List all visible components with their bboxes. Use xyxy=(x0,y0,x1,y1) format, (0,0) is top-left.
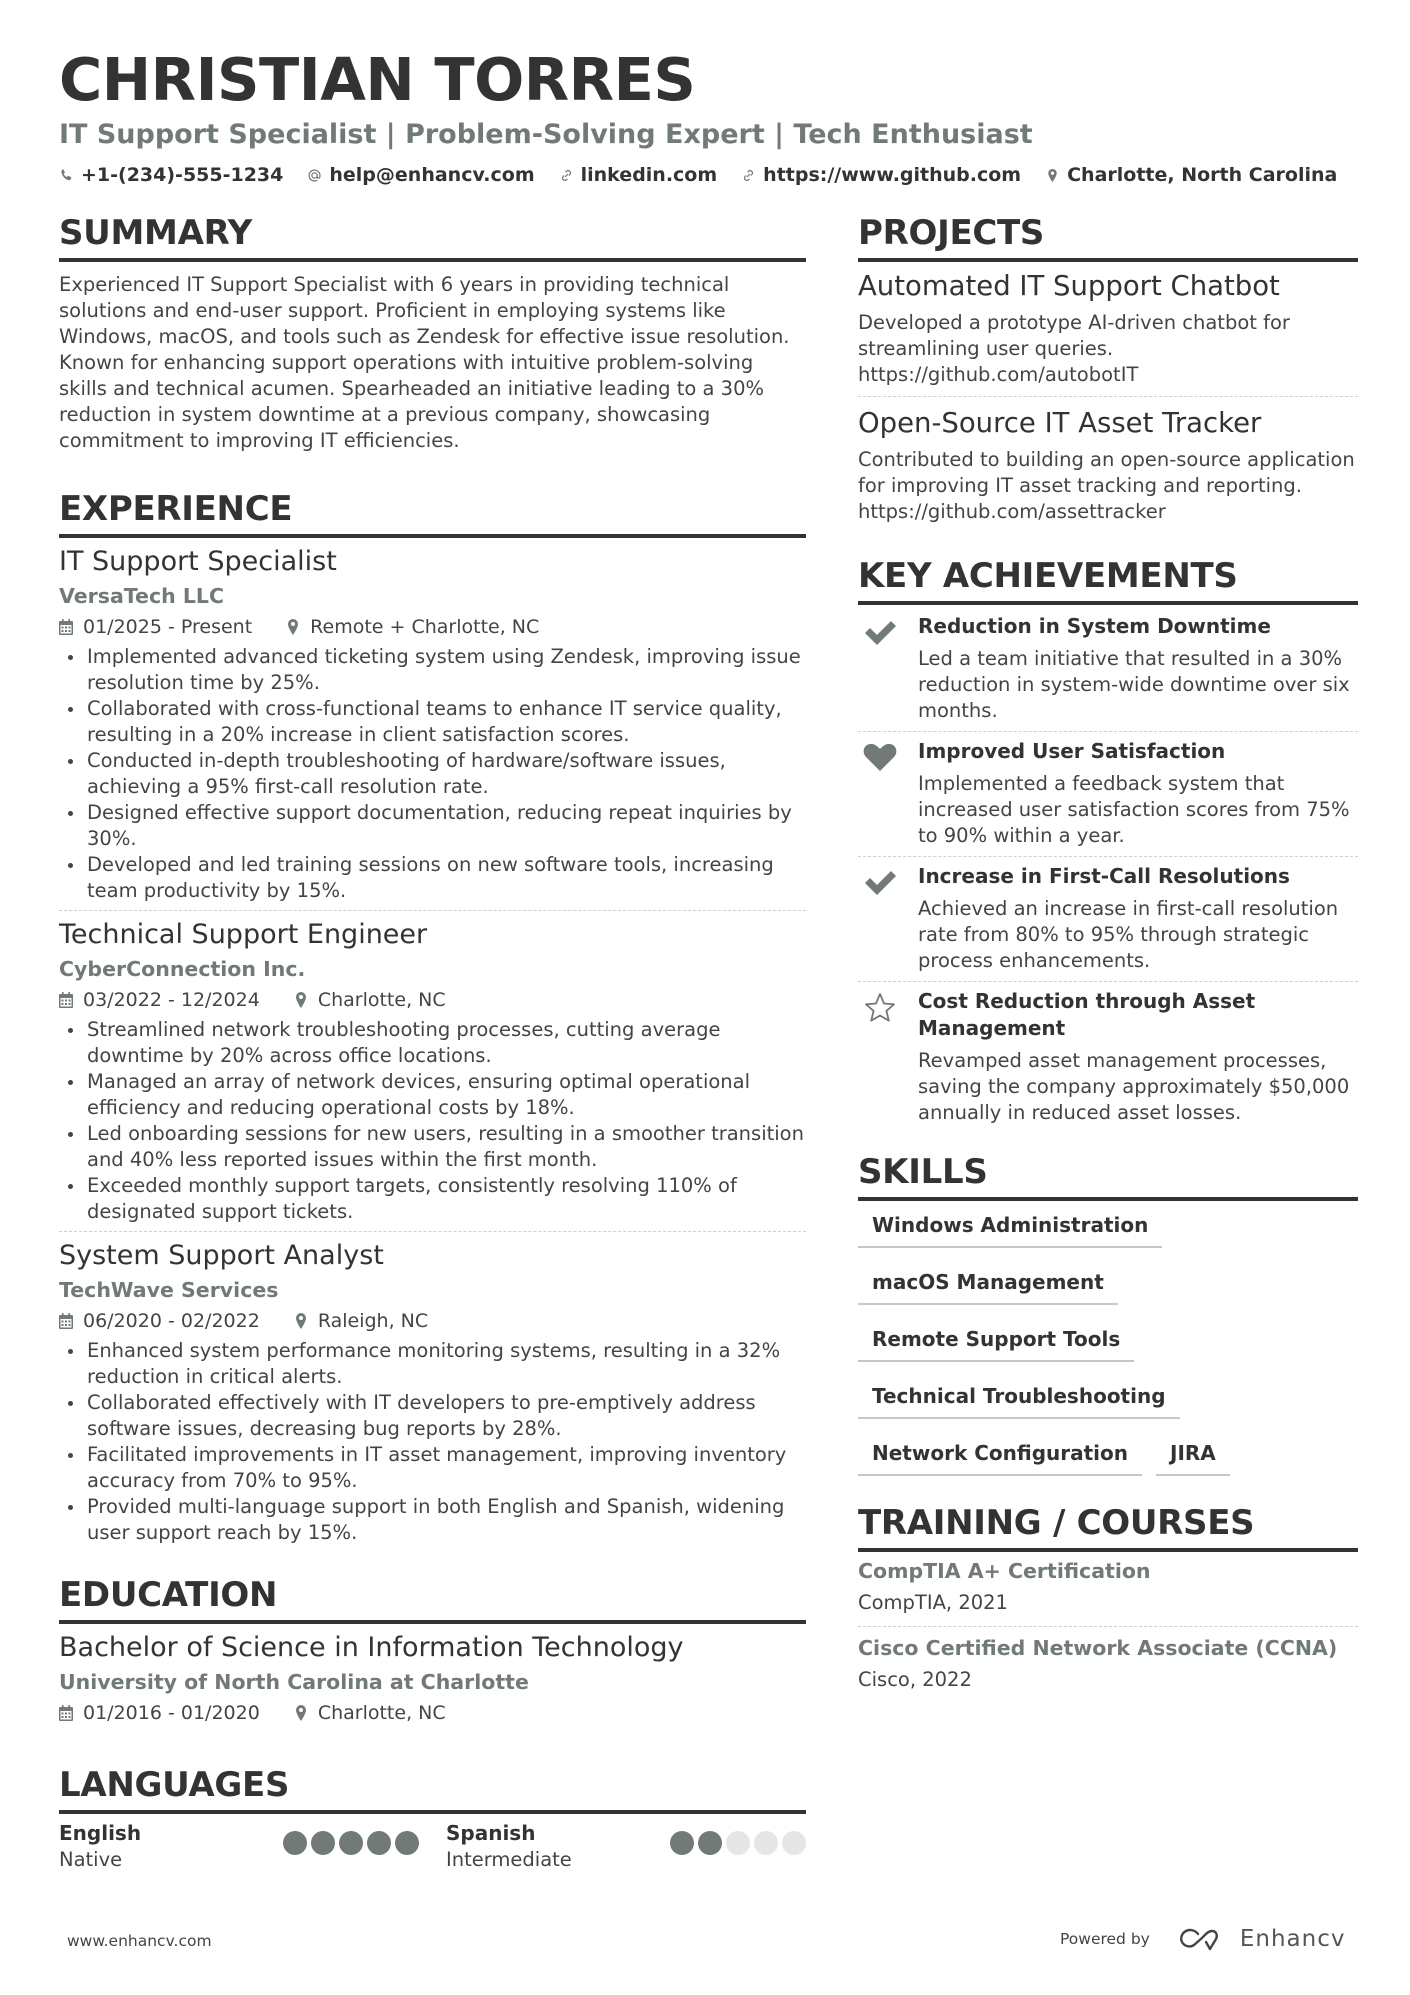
contact-phone-text: +1-(234)-555-1234 xyxy=(81,164,284,186)
bullet: Developed and led training sessions on new software tools, increasing team productivity by 15%. xyxy=(59,852,806,904)
school: University of North Carolina at Charlotte xyxy=(59,1670,529,1694)
footer-branding xyxy=(1060,1926,1345,1952)
job-meta xyxy=(59,1306,806,1336)
course-title: Cisco Certified Network Associate (CCNA) xyxy=(858,1636,1338,1660)
link-icon xyxy=(559,168,574,183)
languages-list xyxy=(59,1820,806,1874)
bullet: Conducted in-depth troubleshooting of hardware/software issues, achieving a 95% first-call resolution rate. xyxy=(59,748,806,800)
experience-entry xyxy=(59,544,806,910)
job-dates xyxy=(59,1306,260,1336)
at-icon xyxy=(307,168,322,183)
location-icon xyxy=(294,1705,308,1721)
skills-list xyxy=(858,1201,1358,1486)
bullet: Exceeded monthly support targets, consistently resolving 110% of designated support tickets. xyxy=(59,1173,806,1225)
location-icon xyxy=(294,992,308,1008)
language-item xyxy=(59,1820,419,1874)
achievement-item xyxy=(858,856,1358,981)
section-divider xyxy=(59,1810,806,1814)
right-column xyxy=(858,212,1358,1729)
languages-section xyxy=(59,1764,806,1874)
section-title-achievements: KEY ACHIEVEMENTS xyxy=(858,556,1238,596)
star-icon xyxy=(862,992,898,1022)
job-meta xyxy=(59,985,806,1015)
skill-tag: Remote Support Tools xyxy=(858,1315,1134,1362)
bullet: Enhanced system performance monitoring systems, resulting in a 32% reduction in critical alerts. xyxy=(59,1338,806,1390)
achievement-title: Cost Reduction through Asset Management xyxy=(918,989,1256,1040)
heart-icon xyxy=(862,742,898,772)
project-title: Automated IT Support Chatbot xyxy=(858,270,1280,302)
skills-section xyxy=(858,1151,1358,1486)
project-description: Contributed to building an open-source application for improving IT asset tracking and reporting. https://github.com/assettracker xyxy=(858,448,1355,523)
job-location-text: Charlotte, NC xyxy=(317,989,446,1011)
bullet: Provided multi-language support in both English and Spanish, widening user support reach by 15%. xyxy=(59,1494,806,1546)
language-name: Spanish xyxy=(446,1821,536,1845)
skill-tag: Windows Administration xyxy=(858,1201,1162,1248)
job-title: IT Support Specialist xyxy=(59,546,337,577)
education-dates-text: 01/2016 - 01/2020 xyxy=(83,1702,260,1724)
rating-dot-filled xyxy=(339,1831,363,1855)
calendar-icon xyxy=(59,1313,73,1329)
footer-website[interactable]: www.enhancv.com xyxy=(67,1932,212,1950)
achievement-item xyxy=(858,731,1358,856)
contact-phone[interactable] xyxy=(59,164,283,186)
course-item xyxy=(858,1626,1358,1703)
achievement-description: Revamped asset management processes, saving the company approximately $50,000 annually in reduced asset losses. xyxy=(918,1049,1350,1124)
language-item xyxy=(446,1820,806,1874)
section-divider xyxy=(858,1548,1358,1552)
achievement-description: Achieved an increase in first-call resolution rate from 80% to 95% through strategic process enhancements. xyxy=(918,897,1339,972)
section-divider xyxy=(858,601,1358,605)
bullet: Streamlined network troubleshooting processes, cutting average downtime by 20% across office locations. xyxy=(59,1017,806,1069)
job-company: VersaTech LLC xyxy=(59,584,225,608)
enhancv-brand-text: Enhancv xyxy=(1239,1926,1346,1952)
skill-tag: JIRA xyxy=(1156,1429,1230,1476)
language-name: English xyxy=(59,1821,142,1845)
job-meta xyxy=(59,612,806,642)
language-level: Intermediate xyxy=(446,1848,572,1871)
section-divider xyxy=(59,534,806,538)
calendar-icon xyxy=(59,992,73,1008)
left-column xyxy=(59,212,806,1900)
rating-dot-empty xyxy=(782,1831,806,1855)
enhancv-logo-icon xyxy=(1178,1926,1226,1952)
location-icon xyxy=(1045,168,1060,183)
education-location-text: Charlotte, NC xyxy=(317,1702,446,1724)
section-title-languages: LANGUAGES xyxy=(59,1765,290,1805)
project-title: Open-Source IT Asset Tracker xyxy=(858,407,1262,439)
course-provider: Cisco, 2022 xyxy=(858,1668,972,1691)
skill-tag: Technical Troubleshooting xyxy=(858,1372,1180,1419)
job-location xyxy=(294,1306,428,1336)
contact-row xyxy=(59,164,1359,186)
rating-dot-filled xyxy=(395,1831,419,1855)
rating-dot-filled xyxy=(311,1831,335,1855)
job-dates-text: 01/2025 - Present xyxy=(83,616,253,638)
job-company: TechWave Services xyxy=(59,1278,279,1302)
section-title-summary: SUMMARY xyxy=(59,213,252,253)
experience-entry xyxy=(59,1231,806,1552)
section-title-experience: EXPERIENCE xyxy=(59,489,293,529)
check-icon xyxy=(862,617,898,647)
language-level: Native xyxy=(59,1848,123,1871)
section-divider xyxy=(858,258,1358,262)
achievement-title: Increase in First-Call Resolutions xyxy=(918,864,1290,888)
bullet: Collaborated effectively with IT developers to pre-emptively address software issues, decreasing bug reports by 28%. xyxy=(59,1390,806,1442)
location-icon xyxy=(294,1313,308,1329)
contact-github-text: https://www.github.com xyxy=(763,164,1022,186)
bullet: Managed an array of network devices, ensuring optimal operational efficiency and reducing operational costs by 18%. xyxy=(59,1069,806,1121)
education-dates xyxy=(59,1698,260,1728)
education-location xyxy=(294,1698,446,1728)
contact-linkedin-text: linkedin.com xyxy=(580,164,718,186)
degree: Bachelor of Science in Information Technology xyxy=(59,1632,684,1663)
education-meta xyxy=(59,1698,806,1728)
contact-location-text: Charlotte, North Carolina xyxy=(1067,164,1338,186)
achievement-title: Improved User Satisfaction xyxy=(918,739,1226,763)
achievement-description: Implemented a feedback system that increased user satisfaction scores from 75% to 90% within a year. xyxy=(918,772,1350,847)
experience-entry xyxy=(59,910,806,1231)
summary-text: Experienced IT Support Specialist with 6 years in providing technical solutions and end-user support. Proficient in employing systems like Windows, macOS, and tools such as Zendesk for effective issue resolution. Known for enhancing support operations with intuitive problem-solving skills and technical acumen. Spearheaded an initiative leading to a 30% reduction in system downtime at a previous company, showcasing commitment to improving IT efficiencies. xyxy=(59,273,790,452)
bullet: Facilitated improvements in IT asset management, improving inventory accuracy from 70% to 95%. xyxy=(59,1442,806,1494)
check-icon xyxy=(862,867,898,897)
section-title-skills: SKILLS xyxy=(858,1152,988,1192)
training-section xyxy=(858,1502,1358,1703)
link-icon xyxy=(741,168,756,183)
summary-section xyxy=(59,212,806,454)
section-divider xyxy=(59,1620,806,1624)
enhancv-logo[interactable] xyxy=(1178,1926,1346,1952)
contact-github[interactable] xyxy=(741,164,1021,186)
job-location-text: Remote + Charlotte, NC xyxy=(310,616,540,638)
achievement-item xyxy=(858,981,1358,1133)
job-location xyxy=(294,985,446,1015)
bullet: Led onboarding sessions for new users, resulting in a smoother transition and 40% less reported issues within the first month. xyxy=(59,1121,806,1173)
job-title: Technical Support Engineer xyxy=(59,919,428,950)
calendar-icon xyxy=(59,1705,73,1721)
contact-location xyxy=(1045,164,1337,186)
resume-header xyxy=(59,44,1359,186)
candidate-headline: IT Support Specialist | Problem-Solving Expert | Tech Enthusiast xyxy=(59,119,1033,150)
section-title-education: EDUCATION xyxy=(59,1575,278,1615)
course-item xyxy=(858,1554,1358,1626)
job-dates-text: 06/2020 - 02/2022 xyxy=(83,1310,260,1332)
project-item xyxy=(858,266,1358,396)
powered-by-label: Powered by xyxy=(1060,1930,1150,1948)
course-title: CompTIA A+ Certification xyxy=(858,1559,1151,1583)
experience-section xyxy=(59,488,806,1552)
bullet: Collaborated with cross-functional teams to enhance IT service quality, resulting in a 20% increase in client satisfaction scores. xyxy=(59,696,806,748)
language-rating xyxy=(670,1830,806,1856)
section-title-training: TRAINING / COURSES xyxy=(858,1503,1255,1543)
contact-email[interactable] xyxy=(307,164,534,186)
course-provider: CompTIA, 2021 xyxy=(858,1591,1008,1614)
calendar-icon xyxy=(59,619,73,635)
rating-dot-filled xyxy=(698,1831,722,1855)
job-title: System Support Analyst xyxy=(59,1240,384,1271)
job-bullets xyxy=(59,1338,806,1546)
achievement-title: Reduction in System Downtime xyxy=(918,614,1271,638)
job-dates-text: 03/2022 - 12/2024 xyxy=(83,989,260,1011)
rating-dot-empty xyxy=(726,1831,750,1855)
project-description: Developed a prototype AI-driven chatbot for streamlining user queries. https://github.com/autobotIT xyxy=(858,311,1290,386)
candidate-name: CHRISTIAN TORRES xyxy=(59,45,696,114)
contact-linkedin[interactable] xyxy=(559,164,718,186)
skill-tag: Network Configuration xyxy=(858,1429,1142,1476)
section-divider xyxy=(59,258,806,262)
education-section xyxy=(59,1574,806,1728)
rating-dot-empty xyxy=(754,1831,778,1855)
bullet: Designed effective support documentation, reducing repeat inquiries by 30%. xyxy=(59,800,806,852)
phone-icon xyxy=(59,168,74,183)
job-dates xyxy=(59,985,260,1015)
project-item xyxy=(858,396,1358,533)
location-icon xyxy=(286,619,300,635)
achievements-section xyxy=(858,555,1358,1133)
contact-email-text: help@enhancv.com xyxy=(329,164,535,186)
skill-tag: macOS Management xyxy=(858,1258,1118,1305)
rating-dot-filled xyxy=(367,1831,391,1855)
language-rating xyxy=(283,1830,419,1856)
bullet: Implemented advanced ticketing system using Zendesk, improving issue resolution time by 25%. xyxy=(59,644,806,696)
job-location xyxy=(286,612,539,642)
rating-dot-filled xyxy=(670,1831,694,1855)
achievement-description: Led a team initiative that resulted in a 30% reduction in system-wide downtime over six months. xyxy=(918,647,1350,722)
job-bullets xyxy=(59,1017,806,1225)
section-title-projects: PROJECTS xyxy=(858,213,1045,253)
job-location-text: Raleigh, NC xyxy=(317,1310,429,1332)
rating-dot-filled xyxy=(283,1831,307,1855)
job-bullets xyxy=(59,644,806,904)
job-dates xyxy=(59,612,252,642)
job-company: CyberConnection Inc. xyxy=(59,957,306,981)
projects-section xyxy=(858,212,1358,533)
achievement-item xyxy=(858,607,1358,731)
